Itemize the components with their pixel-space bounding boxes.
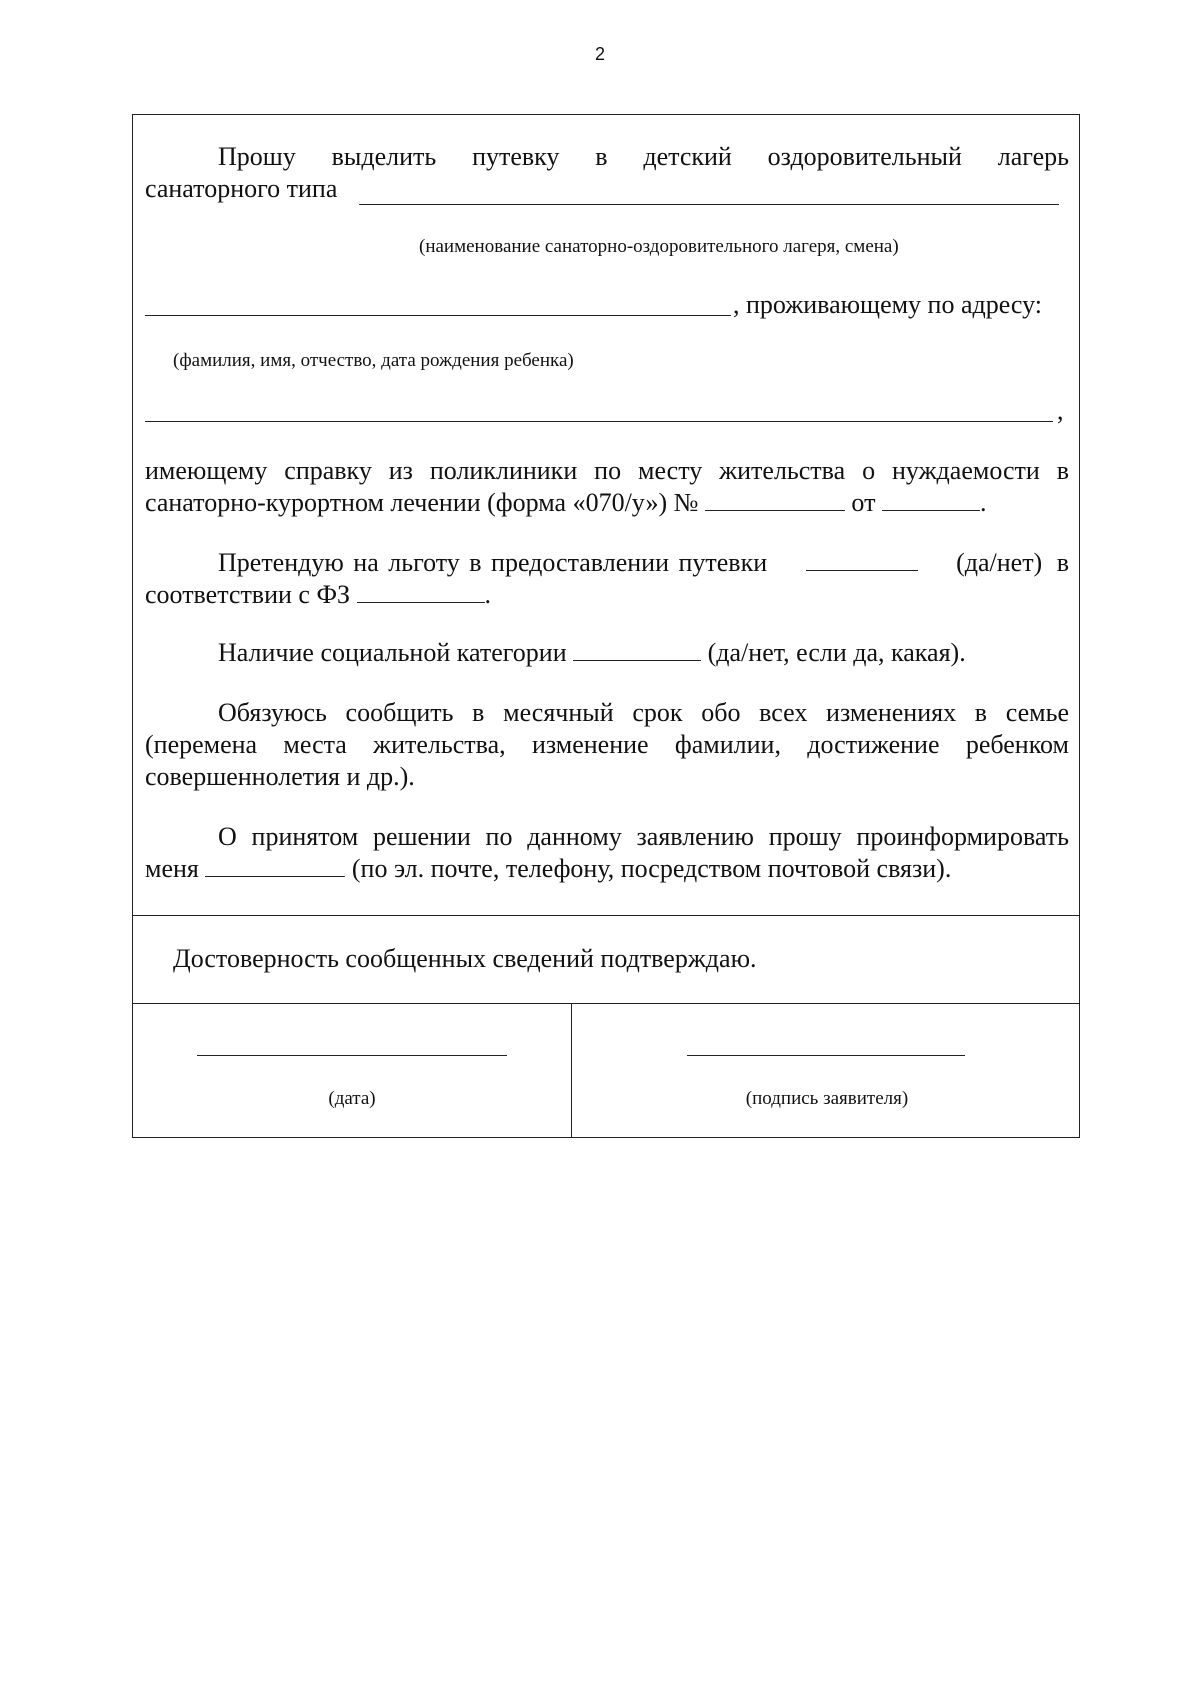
notify-line-1: О принятом решении по данному заявлению прошу проинформировать — [218, 822, 1069, 851]
page-number: 2 — [594, 44, 605, 64]
request-word: лагерь — [997, 142, 1069, 171]
request-line-2: санаторного типа — [145, 174, 338, 203]
child-address-label: , проживающему по адресу: — [733, 290, 1043, 319]
notify-method-field[interactable] — [205, 854, 345, 877]
date-field[interactable] — [197, 1055, 507, 1056]
application-form — [132, 114, 1080, 1138]
request-word: выделить — [331, 142, 437, 171]
social-category-line: Наличие социальной категории (да/нет, если да, какая). — [218, 638, 966, 667]
certificate-line-2: санаторно-курортном лечении (форма «070/у») № от . — [145, 488, 987, 517]
camp-name-field[interactable] — [359, 204, 1059, 205]
child-name-hint: (фамилия, имя, отчество, дата рождения ребенка) — [173, 350, 574, 371]
signature-label: (подпись заявителя) — [745, 1088, 909, 1109]
address-comma: , — [1057, 396, 1064, 425]
signature-divider — [571, 1003, 572, 1137]
request-word: Прошу — [218, 142, 296, 171]
request-word: детский — [643, 142, 732, 171]
camp-name-hint: (наименование санаторно-оздоровительного лагеря, смена) — [419, 236, 899, 257]
benefit-field[interactable] — [806, 548, 918, 571]
notify-line-2: меня (по эл. почте, телефону, посредством почтовой связи). — [145, 854, 952, 883]
social-category-field[interactable] — [573, 638, 701, 661]
obligation-line-2: (перемена места жительства, изменение фамилии, достижение ребенком — [145, 730, 1069, 759]
certificate-number-field[interactable] — [705, 488, 845, 511]
child-name-field[interactable] — [145, 315, 731, 316]
federal-law-field[interactable] — [357, 580, 485, 603]
obligation-line-1: Обязуюсь сообщить в месячный срок обо всех изменениях в семье — [218, 698, 1069, 727]
application-body — [133, 115, 1079, 916]
benefit-line-2: соответствии с ФЗ . — [145, 580, 492, 609]
address-field[interactable] — [145, 421, 1053, 422]
request-word: оздоровительный — [767, 142, 962, 171]
benefit-line-1: Претендую на льготу в предоставлении путевки (да/нет) в — [218, 548, 1069, 577]
signature-section — [133, 1003, 1079, 1137]
request-word: путевку — [472, 142, 560, 171]
confirmation-section — [133, 915, 1079, 1004]
obligation-line-3: совершеннолетия и др.). — [145, 762, 415, 791]
certificate-line-1: имеющему справку из поликлиники по месту жительства о нуждаемости в — [145, 456, 1069, 485]
certificate-date-field[interactable] — [882, 488, 980, 511]
request-line-1 — [218, 141, 1069, 173]
signature-field[interactable] — [687, 1055, 965, 1056]
date-label: (дата) — [328, 1088, 376, 1109]
request-word: в — [595, 142, 608, 171]
confirmation-text: Достоверность сообщенных сведений подтверждаю. — [173, 944, 757, 973]
